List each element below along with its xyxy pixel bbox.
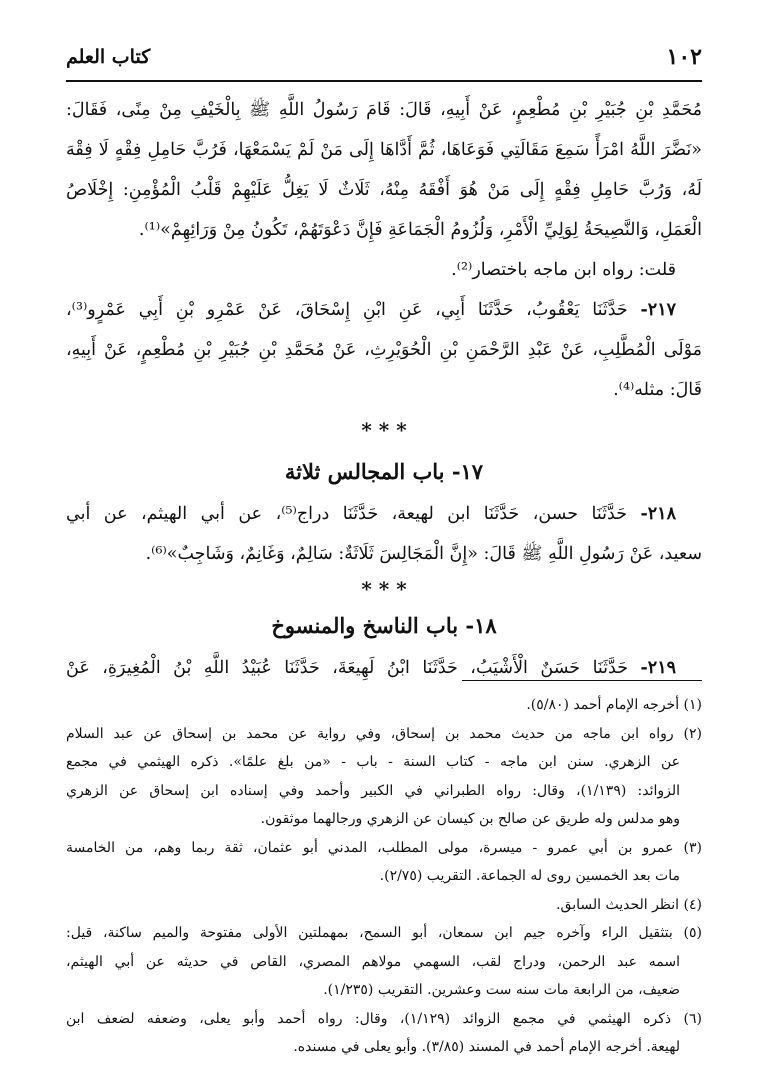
main-text xyxy=(66,90,702,688)
hadith-number: ٢١٩- xyxy=(640,658,676,678)
footnote-5-cont: ضعيف، من الرابعة مات سنه ست وعشرين. التقريب (١/٢٣٥). xyxy=(323,982,680,998)
footnotes xyxy=(66,680,702,1062)
text-line: لَهُ، وَرُبَّ حَامِلِ فِقْهٍ إِلَى مَنْ هُوَ أَفْقَهُ مِنْهُ، ثَلَاثٌ لَا يَغِلُّ عَلَيْهِمْ قَلْبُ الْمُؤْمِنِ: إِخْلَاصُ xyxy=(66,180,702,200)
footnote-5: (٥) بتثقيل الراء وآخره جيم ابن سمعان، أبو السمح، بمهملتين الأولى مفتوحة والميم ساكنة، قيل: xyxy=(66,925,702,941)
chapter-heading: ١٧- باب المجالس ثلاثة xyxy=(284,459,484,484)
footnote-6: (٦) ذكره الهيثمي في مجمع الزوائد (١/١٢٩)، وقال: رواه أحمد وأبو يعلى، وضعفه لضعف ابن xyxy=(66,1010,702,1027)
section-separator: * * * xyxy=(361,418,407,442)
footnote-1: (١) أخرجه الإمام أحمد (٥/٨٠). xyxy=(526,697,702,713)
text-line: الْعَمَلِ، وَالنَّصِيحَةُ لِوَلِيِّ الْأَمْرِ، وَلُزُومُ الْجَمَاعَةِ فَإِنَّ دَعْوَتَهُمْ، تَكُونُ مِنْ وَرَائِهِمْ»⁽¹⁾. xyxy=(138,220,702,240)
footnote-3: (٣) عمرو بن أبي عمرو - ميسرة، مولى المطلب، المدني أبو عثمان، ثقة ربما وهم، من الخامسة xyxy=(66,839,702,856)
text-line: قَالَ: مثله⁽⁴⁾. xyxy=(613,380,702,400)
footnote-2-cont: الزوائد: (١/١٣٩)، وقال: رواه الطبراني في الكبير وأحمد وفي إسناده ابن إسحاق عن الزهري xyxy=(66,782,681,799)
hadith-217 xyxy=(66,290,702,330)
page-header xyxy=(66,40,702,82)
hadith-218 xyxy=(66,494,702,534)
chapter-heading: ١٨- باب الناسخ والمنسوخ xyxy=(271,613,497,638)
footnote-2-cont: عن الزهري. سنن ابن ماجه - كتاب السنة - باب - «من بلغ علمًا». ذكره الهيثمي في مجمع xyxy=(66,754,680,770)
footnote-5-cont: اسمه عبد الرحمن، ودراج لقب، السهمي مولاهم المصري، القاص في حديثه عن أبي الهيثم، xyxy=(66,953,680,970)
footnote-2: (٢) رواه ابن ماجه من حديث محمد بن إسحاق، وفي رواية عن محمد بن إسحاق عن عبد السلام xyxy=(66,725,702,742)
footnote-divider xyxy=(462,680,702,691)
footnote-4: (٤) انظر الحديث السابق. xyxy=(556,896,702,913)
footnote-6-cont: لهيعة. أخرجه الإمام أحمد في المسند (٣/٨٥). وأبو يعلى في مسنده. xyxy=(293,1039,680,1055)
text-line: حَدَّثَنَا يَعْقُوبُ، حَدَّثَنَا أَبِي، عَنِ ابْنِ إِسْحَاقَ، عَنْ عَمْرِو بْنِ أَبِي عَمْرٍو⁽³⁾، xyxy=(66,300,628,320)
text-line: مُحَمَّدِ بْنِ جُبَيْرِ بْنِ مُطْعِمٍ، عَنْ أَبِيهِ، قَالَ: قَامَ رَسُولُ اللَّهِ ﷺ بِالْخَيْفِ مِنْ مِنًى، فَقَالَ: xyxy=(66,100,702,120)
footnote-2-cont: وهو مدلس وله طريق عن صالح بن كيسان عن الزهري ورجالهما موثقون. xyxy=(260,811,680,827)
text-line: حَدَّثَنَا حَسَنٌ الْأَشْيَبُ، حَدَّثَنَا ابْنُ لَهِيعَةَ، حَدَّثَنَا عُبَيْدُ اللَّهِ بْنُ الْمُغِيرَةِ، عَنْ xyxy=(66,658,629,678)
book-title: كتاب العلم xyxy=(66,46,151,68)
footnote-3-cont: مات بعد الخمسين روى له الجماعة. التقريب (٢/٧٥). xyxy=(379,868,680,884)
book-page xyxy=(66,40,702,1080)
section-separator: * * * xyxy=(361,577,407,601)
page-number: ١٠٢ xyxy=(666,44,702,70)
text-line: «نَضَّرَ اللَّهُ امْرَأً سَمِعَ مَقَالَتِي فَوَعَاهَا، ثُمَّ أَدَّاهَا إِلَى مَنْ لَمْ يَسْمَعْهَا، فَرُبَّ حَامِلِ فِقْهٍ لَا فِقْهَ xyxy=(66,140,702,160)
text-line: حَدَّثَنَا حسن، حَدَّثَنَا ابن لهيعة، حَدَّثَنَا دراج⁽⁵⁾، عن أبي الهيثم، عن أبي xyxy=(66,504,628,524)
hadith-number: ٢١٧- xyxy=(640,300,676,320)
hadith-number: ٢١٨- xyxy=(640,504,676,524)
text-line: سعيد، عَنْ رَسُولِ اللَّهِ ﷺ قَالَ: «إِنَّ الْمَجَالِسَ ثَلَاثَةٌ: سَالِمٌ، وَغَانِمٌ، وَشَاجِبٌ»⁽⁶⁾. xyxy=(145,544,702,564)
text-line: مَوْلَى الْمُطَّلِبِ، عَنْ عَبْدِ الرَّحْمَنِ بْنِ الْحُوَيْرِثِ، عَنْ مُحَمَّدِ بْنِ جُبَيْرِ بْنِ مُطْعِمٍ، عَنْ أَبِيهِ، xyxy=(66,340,702,360)
text-line: قلت: رواه ابن ماجه باختصار⁽²⁾. xyxy=(451,260,676,280)
